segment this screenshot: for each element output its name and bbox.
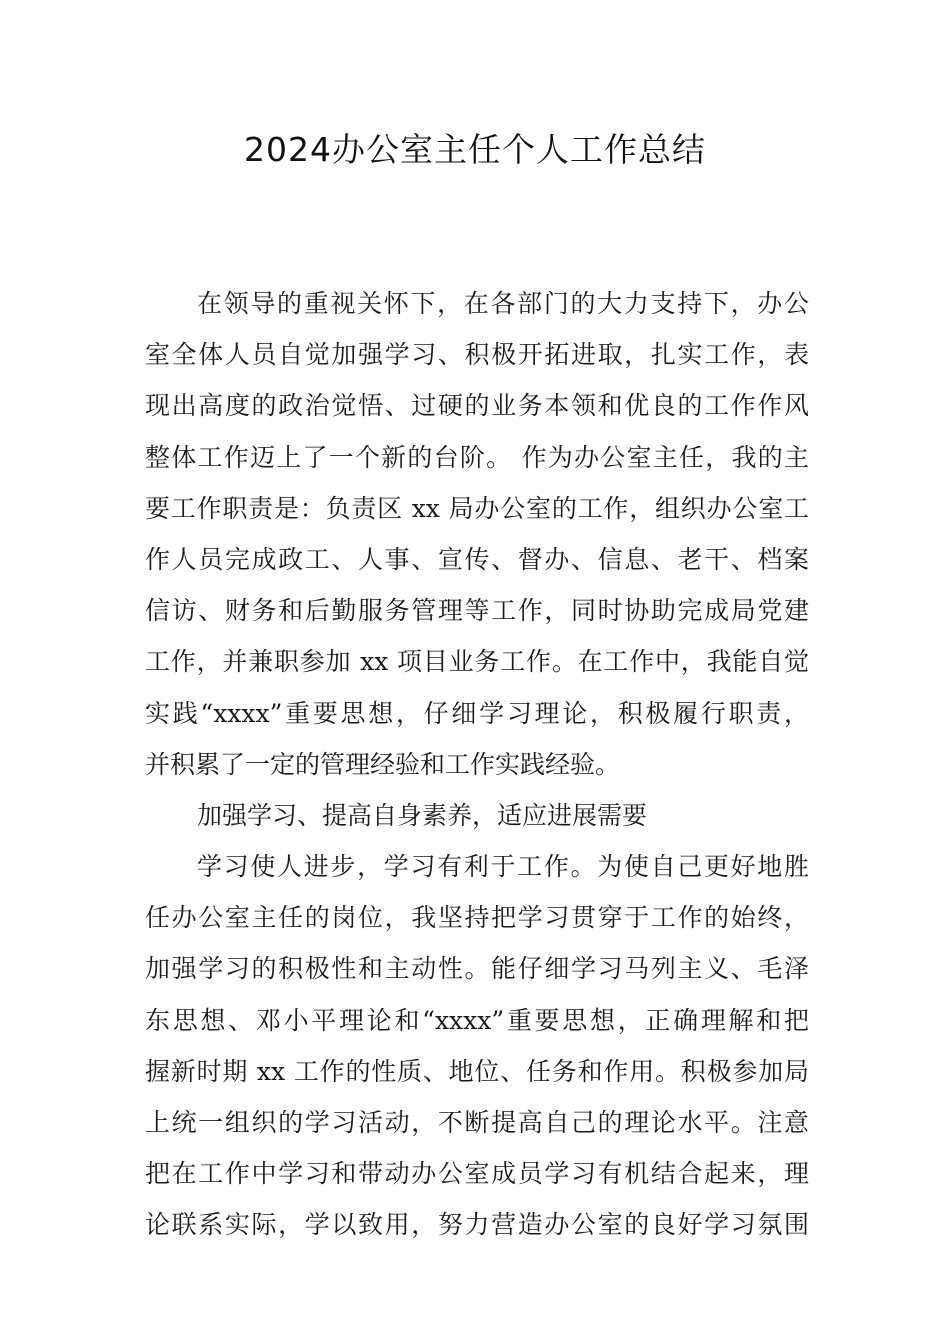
- paragraph-2-line-5: 握新时期 xx 工作的性质、地位、任务和作用。积极参加局: [145, 1056, 809, 1086]
- document-title: 2024办公室主任个人工作总结: [244, 130, 706, 169]
- section-heading: 加强学习、提高自身素养，适应进展需要: [197, 800, 648, 830]
- paragraph-1-line-4: 整体工作迈上了一个新的台阶。 作为办公室主任，我的主: [145, 442, 809, 472]
- paragraph-1-line-8: 工作，并兼职参加 xx 项目业务工作。在工作中，我能自觉: [145, 647, 809, 677]
- document-body: [145, 278, 809, 1251]
- paragraph-2-line-3: 加强学习的积极性和主动性。能仔细学习马列主义、毛泽: [145, 954, 809, 984]
- paragraph-2-line-8: 论联系实际，学以致用，努力营造办公室的良好学习氛围: [145, 1210, 809, 1240]
- paragraph-1-line-6: 作人员完成政工、人事、宣传、督办、信息、老干、档案: [145, 544, 809, 574]
- paragraph-1-line-1: 在领导的重视关怀下，在各部门的大力支持下，办公: [197, 289, 809, 318]
- paragraph-1-line-5: 要工作职责是：负责区 xx 局办公室的工作，组织办公室工: [145, 493, 809, 523]
- paragraph-1-line-10: 并积累了一定的管理经验和工作实践经验。: [145, 749, 621, 779]
- paragraph-2-line-4: 东思想、邓小平理论和“xxxx”重要思想，正确理解和把: [145, 1005, 809, 1035]
- paragraph-2-line-2: 任办公室主任的岗位，我坚持把学习贯穿于工作的始终，: [145, 903, 809, 933]
- paragraph-1-line-3: 现出高度的政治觉悟、过硬的业务本领和优良的工作作风: [145, 391, 809, 421]
- paragraph-1-line-9: 实践“xxxx”重要思想，仔细学习理论，积极履行职责，: [145, 698, 809, 728]
- paragraph-2-line-1: 学习使人进步，学习有利于工作。为使自己更好地胜: [197, 852, 809, 882]
- paragraph-2-line-7: 把在工作中学习和带动办公室成员学习有机结合起来，理: [145, 1159, 809, 1189]
- paragraph-2-line-6: 上统一组织的学习活动，不断提高自己的理论水平。注意: [145, 1108, 809, 1137]
- paragraph-1-line-7: 信访、财务和后勤服务管理等工作，同时协助完成局党建: [145, 596, 809, 626]
- paragraph-1-line-2: 室全体人员自觉加强学习、积极开拓进取，扎实工作，表: [145, 340, 809, 370]
